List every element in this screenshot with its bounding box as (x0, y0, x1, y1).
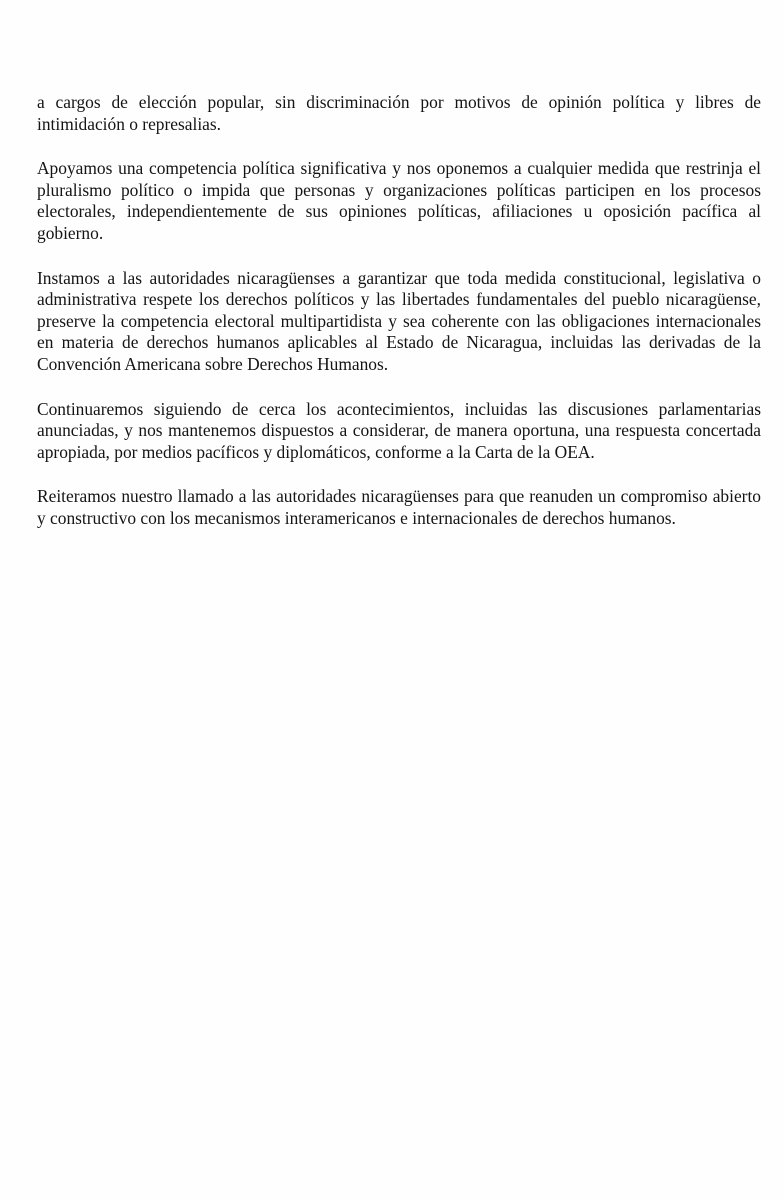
document-body (37, 92, 761, 553)
paragraph-5: Reiteramos nuestro llamado a las autoridades nicaragüenses para que reanuden un compromiso abierto y constructivo con los mecanismos interamericanos e internacionales de derechos humanos. (37, 486, 761, 528)
paragraph-1: a cargos de elección popular, sin discriminación por motivos de opinión política y libres de intimidación o represalias. (37, 92, 761, 134)
paragraph-4: Continuaremos siguiendo de cerca los acontecimientos, incluidas las discusiones parlamentarias anunciadas, y nos mantenemos dispuestos a considerar, de manera oportuna, una respuesta concertada apropiada, por medios pacíficos y diplomáticos, conforme a la Carta de la OEA. (37, 398, 761, 462)
paragraph-2: Apoyamos una competencia política significativa y nos oponemos a cualquier medida que restrinja el pluralismo político o impida que personas y organizaciones políticas participen en los procesos electorales, independientemente de sus opiniones políticas, afiliaciones u oposición pacífica al gobierno. (37, 158, 761, 243)
paragraph-3: Instamos a las autoridades nicaragüenses a garantizar que toda medida constitucional, legislativa o administrativa respete los derechos políticos y las libertades fundamentales del pueblo nicaragüense, preserve la competencia electoral multipartidista y sea coherente con las obligaciones internacionales en materia de derechos humanos aplicables al Estado de Nicaragua, incluidas las derivadas de la Convención Americana sobre Derechos Humanos. (37, 267, 761, 374)
